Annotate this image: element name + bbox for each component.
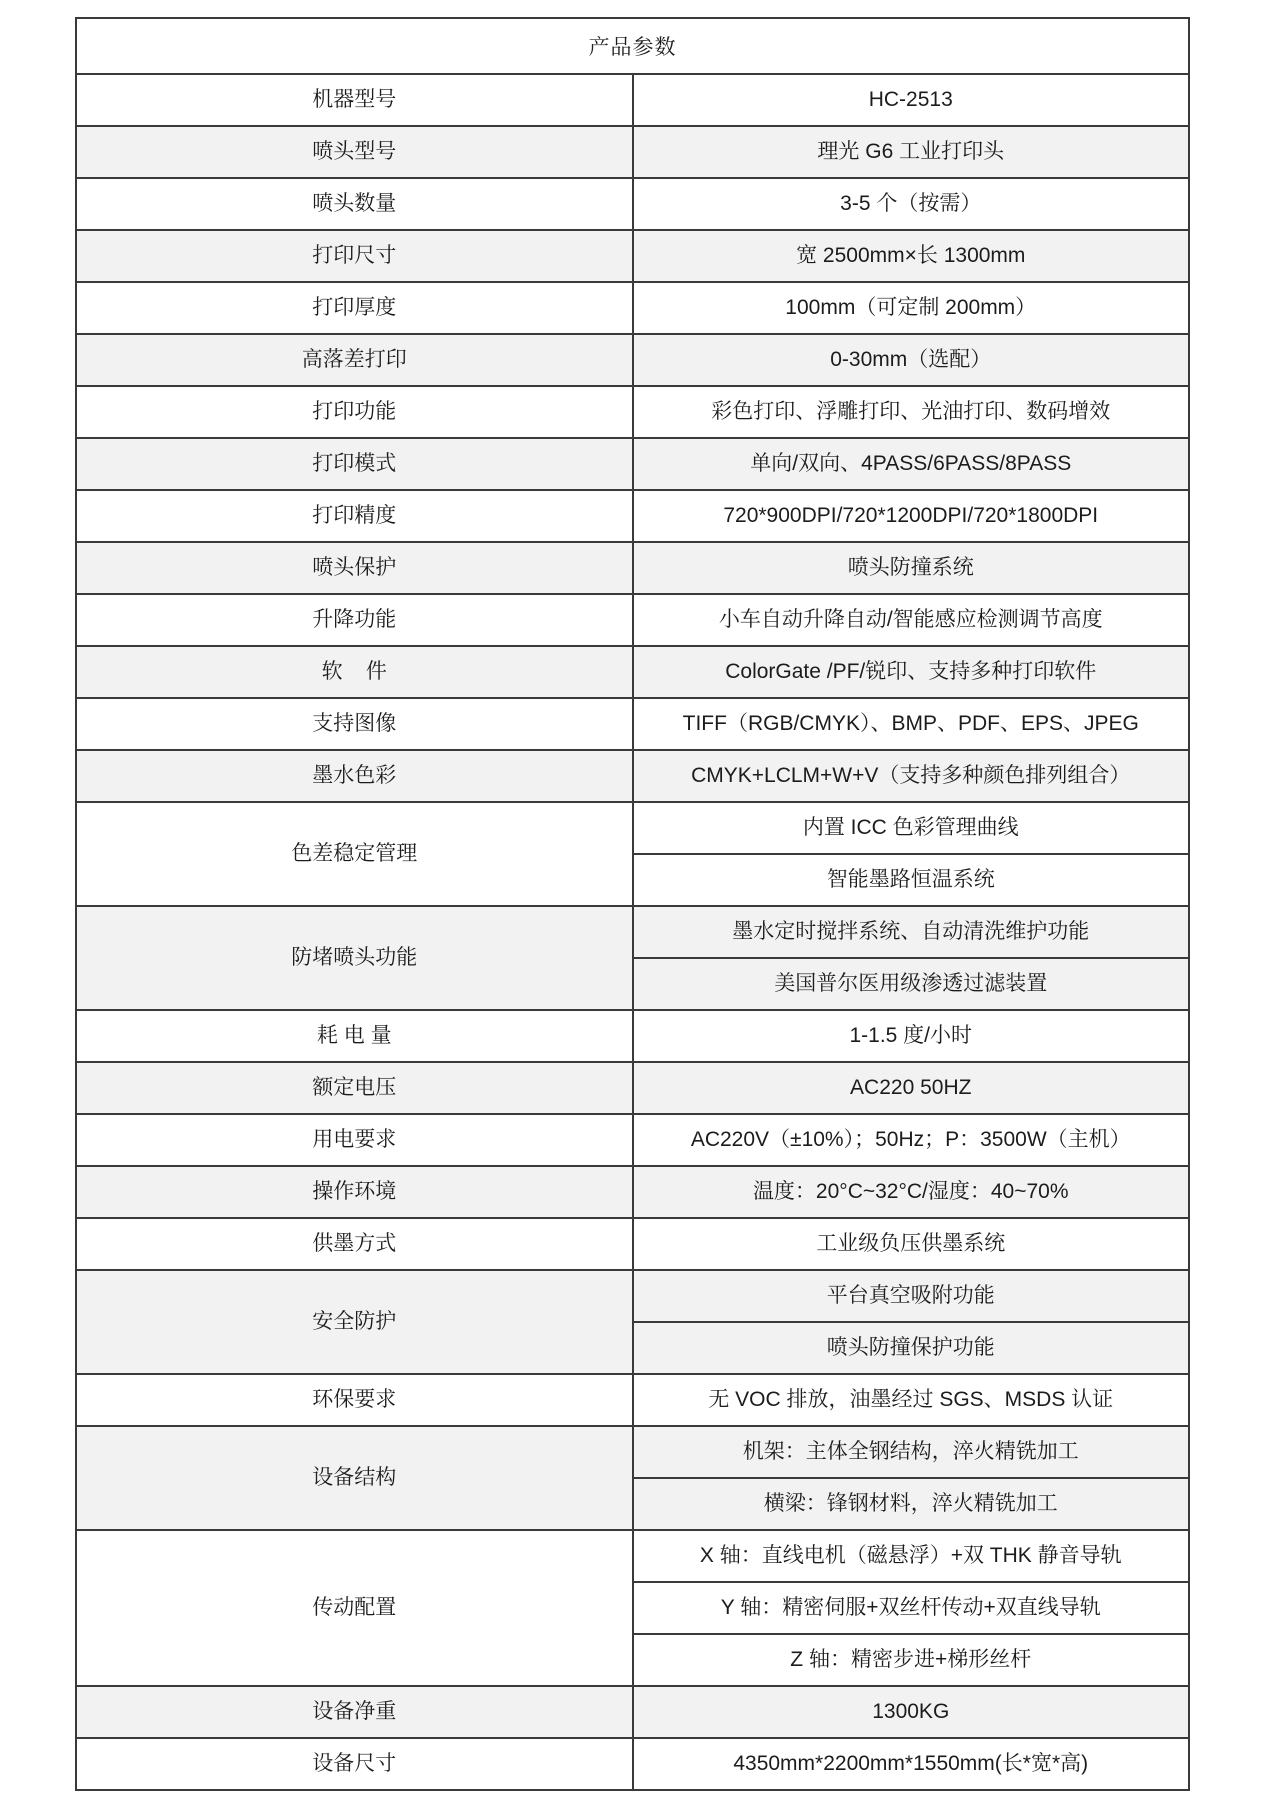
spec-label: 设备结构: [76, 1426, 633, 1530]
spec-label: 供墨方式: [76, 1218, 633, 1270]
spec-label: 环保要求: [76, 1374, 633, 1426]
spec-value: 温度：20°C~32°C/湿度：40~70%: [633, 1166, 1190, 1218]
spec-label: 喷头数量: [76, 178, 633, 230]
spec-value: 智能墨路恒温系统: [633, 854, 1190, 906]
spec-value: 小车自动升降自动/智能感应检测调节高度: [633, 594, 1190, 646]
spec-row: [76, 542, 1189, 594]
spec-value: 墨水定时搅拌系统、自动清洗维护功能: [633, 906, 1190, 958]
spec-value: TIFF（RGB/CMYK）、BMP、PDF、EPS、JPEG: [633, 698, 1190, 750]
spec-value: 机架：主体全钢结构，淬火精铣加工: [633, 1426, 1190, 1478]
spec-value: 720*900DPI/720*1200DPI/720*1800DPI: [633, 490, 1190, 542]
spec-label: 操作环境: [76, 1166, 633, 1218]
spec-value: 无 VOC 排放，油墨经过 SGS、MSDS 认证: [633, 1374, 1190, 1426]
spec-row: [76, 1686, 1189, 1738]
spec-row: [76, 126, 1189, 178]
spec-label: 支持图像: [76, 698, 633, 750]
spec-row: [76, 1166, 1189, 1218]
table-title-row: [76, 18, 1189, 74]
spec-label: 设备净重: [76, 1686, 633, 1738]
spec-value: 内置 ICC 色彩管理曲线: [633, 802, 1190, 854]
spec-row: [76, 490, 1189, 542]
spec-label: 升降功能: [76, 594, 633, 646]
spec-label: 色差稳定管理: [76, 802, 633, 906]
spec-row: [76, 1010, 1189, 1062]
spec-value: 0-30mm（选配）: [633, 334, 1190, 386]
spec-value: 横梁：锋钢材料，淬火精铣加工: [633, 1478, 1190, 1530]
spec-value: 理光 G6 工业打印头: [633, 126, 1190, 178]
spec-value: ColorGate /PF/锐印、支持多种打印软件: [633, 646, 1190, 698]
spec-row: [76, 594, 1189, 646]
spec-row: [76, 178, 1189, 230]
spec-value: Z 轴：精密步进+梯形丝杆: [633, 1634, 1190, 1686]
spec-value: X 轴：直线电机（磁悬浮）+双 THK 静音导轨: [633, 1530, 1190, 1582]
spec-value: CMYK+LCLM+W+V（支持多种颜色排列组合）: [633, 750, 1190, 802]
spec-label: 打印模式: [76, 438, 633, 490]
spec-row: [76, 74, 1189, 126]
spec-label: 打印功能: [76, 386, 633, 438]
spec-label: 喷头型号: [76, 126, 633, 178]
spec-row: [76, 906, 1189, 958]
spec-row: [76, 438, 1189, 490]
spec-row: [76, 1738, 1189, 1790]
spec-value: 100mm（可定制 200mm）: [633, 282, 1190, 334]
spec-label: 用电要求: [76, 1114, 633, 1166]
spec-value: 彩色打印、浮雕打印、光油打印、数码增效: [633, 386, 1190, 438]
spec-row: [76, 1114, 1189, 1166]
spec-label: 喷头保护: [76, 542, 633, 594]
spec-label: 额定电压: [76, 1062, 633, 1114]
spec-label: 防堵喷头功能: [76, 906, 633, 1010]
spec-label: 软 件: [76, 646, 633, 698]
spec-label: 传动配置: [76, 1530, 633, 1686]
spec-label: 安全防护: [76, 1270, 633, 1374]
spec-label: 打印精度: [76, 490, 633, 542]
spec-value: 工业级负压供墨系统: [633, 1218, 1190, 1270]
product-spec-table: [75, 17, 1190, 1791]
spec-row: [76, 1530, 1189, 1582]
spec-value: AC220 50HZ: [633, 1062, 1190, 1114]
spec-value: 喷头防撞系统: [633, 542, 1190, 594]
spec-value: AC220V（±10%）；50Hz；P：3500W（主机）: [633, 1114, 1190, 1166]
spec-row: [76, 802, 1189, 854]
spec-label: 打印厚度: [76, 282, 633, 334]
spec-row: [76, 698, 1189, 750]
spec-row: [76, 230, 1189, 282]
spec-label: 高落差打印: [76, 334, 633, 386]
spec-label: 打印尺寸: [76, 230, 633, 282]
spec-label: 机器型号: [76, 74, 633, 126]
spec-row: [76, 750, 1189, 802]
spec-value: 3-5 个（按需）: [633, 178, 1190, 230]
spec-row: [76, 1270, 1189, 1322]
spec-row: [76, 334, 1189, 386]
spec-row: [76, 646, 1189, 698]
spec-value: Y 轴：精密伺服+双丝杆传动+双直线导轨: [633, 1582, 1190, 1634]
spec-value: 美国普尔医用级渗透过滤装置: [633, 958, 1190, 1010]
spec-value: 宽 2500mm×长 1300mm: [633, 230, 1190, 282]
spec-row: [76, 282, 1189, 334]
spec-value: 1300KG: [633, 1686, 1190, 1738]
spec-row: [76, 386, 1189, 438]
spec-label: 设备尺寸: [76, 1738, 633, 1790]
spec-row: [76, 1062, 1189, 1114]
page-title: 产品参数: [76, 18, 1189, 74]
spec-table-body: [76, 74, 1189, 1790]
spec-value: 单向/双向、4PASS/6PASS/8PASS: [633, 438, 1190, 490]
spec-label: 墨水色彩: [76, 750, 633, 802]
spec-row: [76, 1426, 1189, 1478]
spec-label: 耗 电 量: [76, 1010, 633, 1062]
spec-value: 平台真空吸附功能: [633, 1270, 1190, 1322]
spec-value: 4350mm*2200mm*1550mm(长*宽*高): [633, 1738, 1190, 1790]
spec-value: 1-1.5 度/小时: [633, 1010, 1190, 1062]
spec-row: [76, 1218, 1189, 1270]
spec-row: [76, 1374, 1189, 1426]
spec-value: 喷头防撞保护功能: [633, 1322, 1190, 1374]
spec-value: HC-2513: [633, 74, 1190, 126]
